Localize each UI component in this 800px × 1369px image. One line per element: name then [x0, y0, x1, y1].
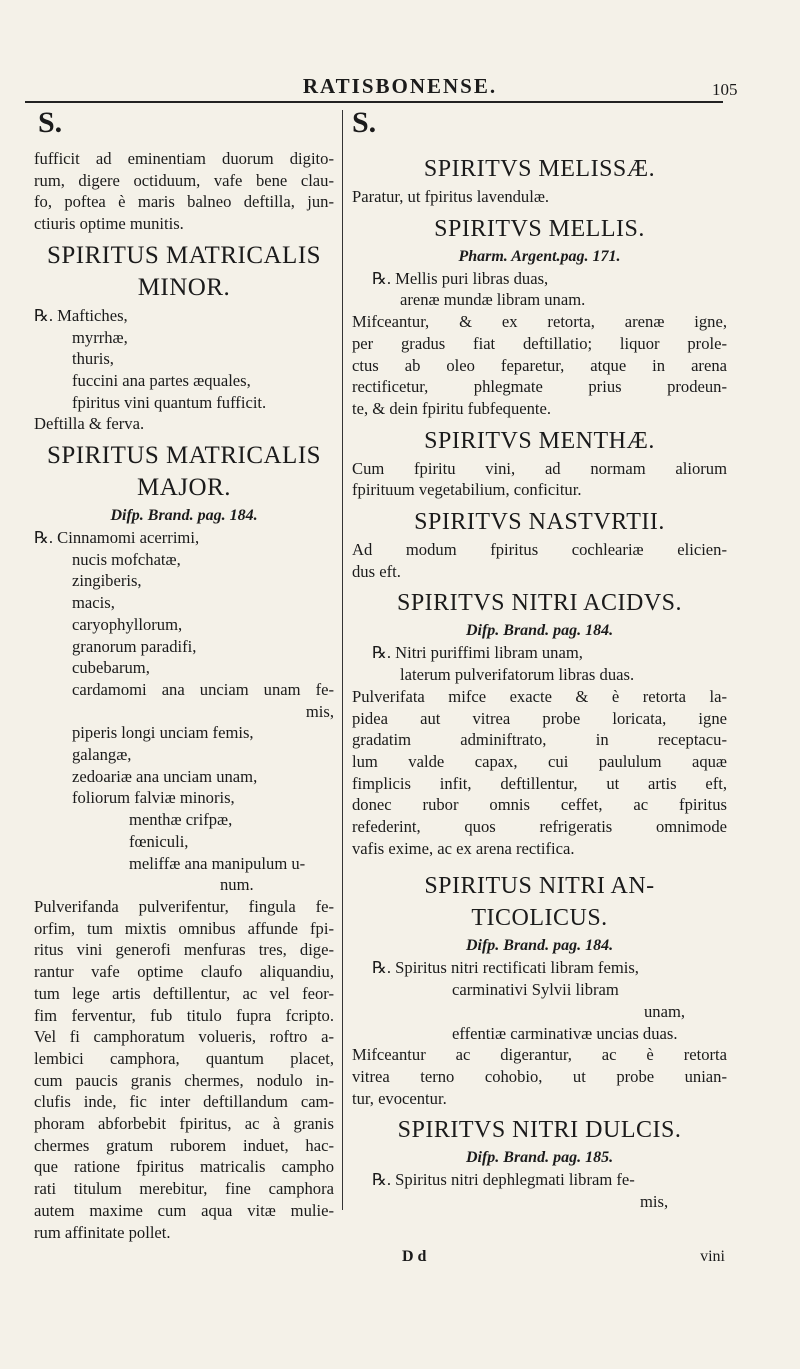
text-line: fim ferventur, fub titulo fupra fcripto. [34, 1005, 334, 1025]
text-line: autem maxime cum aqua vitæ mulie- [34, 1200, 334, 1220]
text-line: rum, digere octiduum, vafe bene clau- [34, 170, 334, 190]
text-line: orfim, tum mixtis omnibus affunde fpi- [34, 918, 334, 938]
paragraph [352, 458, 727, 501]
text-line: fimplicis infit, deftillentur, ut artis eft, [352, 773, 727, 793]
paragraph [352, 539, 727, 582]
paragraph [352, 1169, 727, 1212]
recipe-line: fœniculi, [129, 831, 189, 851]
recipe-line: cubebarum, [72, 658, 150, 678]
recipe-line: fpiritus vini quantum fufficit. [72, 392, 267, 412]
text-line: tur, evocentur. [352, 1088, 447, 1108]
recipe [34, 527, 334, 896]
text-line: vitrea terno cohobio, ut probe unian- [352, 1066, 727, 1086]
text-line: laterum pulverifatorum libras duas. [400, 665, 635, 685]
right-column [352, 148, 727, 1213]
text-line: Mifceantur ac digerantur, ac è retorta [352, 1045, 727, 1065]
section-heading: SPIRITUS MATRICALIS [46, 442, 322, 470]
text-line: ctus ab oleo feparetur, atque in arena [352, 355, 727, 375]
text-line: fpirituum vegetabilium, conficitur. [352, 480, 582, 500]
text-line: rantur vafe optime claufo aliquandiu, [34, 962, 334, 982]
paragraph [352, 268, 727, 420]
recipe-line: cardamomi ana unciam unam fe- [72, 679, 334, 699]
recipe-line: meliffæ ana manipulum u- [129, 853, 306, 873]
text-line: dus eft. [352, 561, 401, 581]
reference: Difp. Brand. pag. 184. [465, 622, 614, 640]
recipe-line: ℞. Maftiches, [34, 305, 128, 325]
text-line: Vel fi camphoratum volueris, roftro a- [34, 1027, 334, 1047]
section-heading: SPIRITUS NITRI AN- [424, 873, 655, 900]
text-line: fufficit ad eminentiam duorum digito- [34, 149, 334, 168]
recipe-line: foliorum falviæ minoris, [72, 788, 235, 808]
section-heading: SPIRITVS NITRI DULCIS. [397, 1117, 682, 1144]
text-line: chermes gratum ruborem induet, hac- [34, 1135, 334, 1155]
text-line: ℞. Mellis puri libras duas, [372, 268, 549, 288]
text-line: tum lege artis deftillentur, ac vel feor- [34, 983, 334, 1003]
text-line: te, & dein fpiritu fubfequente. [352, 398, 552, 418]
column-divider [342, 110, 343, 1210]
section-heading: SPIRITVS MENTHÆ. [424, 427, 655, 454]
recipe-line: thuris, [72, 349, 114, 369]
text-line: refederint, quos refrigeratis omnimode [352, 817, 727, 837]
recipe-line: granorum paradifi, [72, 636, 197, 656]
text-line: Mifceantur, & ex retorta, arenæ igne, [352, 312, 727, 332]
text-line: Ad modum fpiritus cochleariæ elicien- [352, 540, 727, 560]
recipe-line: galangæ, [72, 745, 132, 765]
text-line: unam, [644, 1001, 686, 1021]
section-heading: MAJOR. [137, 474, 231, 502]
recipe-line: mis, [305, 701, 334, 721]
catchword: vini [700, 1248, 725, 1265]
running-head [0, 74, 800, 102]
text-line: ctiuris optime munitis. [34, 214, 184, 234]
text-line: rectificetur, phlegmate prius prodeun- [352, 377, 727, 397]
text-line: mis, [640, 1192, 669, 1212]
text-line: per gradus fiat deftillatio; liquor prole- [352, 333, 727, 353]
text-line: carminativi Sylvii libram [452, 980, 619, 1000]
text-line: lum valde capax, cui paululum aquæ [352, 751, 727, 771]
text-line: effentiæ carminativæ uncias duas. [452, 1023, 678, 1043]
section-heading: TICOLICUS. [471, 905, 608, 932]
section-heading: SPIRITVS MELLIS. [434, 215, 645, 242]
section-heading: SPIRITUS MATRICALIS [46, 241, 322, 269]
paragraph [34, 148, 334, 235]
text-line: fo, poftea è maris balneo deftilla, jun- [34, 192, 334, 212]
reference: Difp. Brand. pag. 184. [465, 937, 614, 955]
section-heading: MINOR. [137, 273, 231, 301]
reference: Difp. Brand. pag. 184. [110, 507, 258, 525]
reference: Difp. Brand. pag. 185. [465, 1149, 614, 1167]
text-line: que ratione fpiritus matricalis campho [34, 1157, 334, 1177]
text-line: ℞. Spiritus nitri rectificati libram femis, [372, 958, 639, 978]
left-column-letter: S. [38, 106, 63, 139]
text-line: pidea aut vitrea probe loricata, igne [352, 708, 727, 728]
recipe-line: myrrhæ, [72, 327, 128, 347]
paragraph [352, 957, 727, 1109]
text-line: ritus vini generofi menfuras tres, dige- [34, 940, 334, 960]
text-line: Cum fpiritu vini, ad normam aliorum [352, 458, 727, 478]
paragraph [352, 642, 727, 859]
right-column-letter: S. [352, 106, 377, 139]
header-rule [25, 101, 723, 103]
page-footer [352, 1248, 727, 1272]
recipe-line: Deftilla & ferva. [34, 414, 145, 434]
text-line: ℞. Nitri puriffimi libram unam, [372, 643, 583, 663]
running-title: RATISBONENSE. [302, 74, 498, 98]
recipe-line: macis, [72, 593, 115, 613]
recipe-line: zedoariæ ana unciam unam, [72, 766, 258, 786]
section-heading: SPIRITVS NITRI ACIDVS. [396, 590, 683, 617]
signature-mark: D d [402, 1248, 427, 1265]
paragraph [34, 896, 334, 1243]
text-line: gradatim adminiftrato, in receptacu- [352, 730, 727, 750]
recipe-line: nucis mofchatæ, [72, 549, 181, 569]
text-line: cum paucis granis chermes, nodulo in- [34, 1070, 334, 1090]
recipe-line: fuccini ana partes æquales, [72, 370, 251, 390]
text-line: lembici camphora, quantum placet, [34, 1048, 334, 1068]
reference: Pharm. Argent.pag. 171. [458, 247, 621, 265]
text-line: vafis exime, ac ex arena rectifica. [352, 838, 575, 858]
recipe-line: piperis longi unciam femis, [72, 723, 254, 743]
left-column [34, 148, 334, 1243]
text-line: Paratur, ut fpiritus lavendulæ. [352, 187, 550, 206]
recipe-line: ℞. Cinnamomi acerrimi, [34, 528, 200, 548]
text-line: arenæ mundæ libram unam. [400, 290, 586, 310]
section-heading: SPIRITVS NASTVRTII. [414, 509, 665, 536]
text-line: phoram abforbebit fpiritus, ac à granis [34, 1114, 334, 1134]
text-line: Pulverifata mifce exacte & è retorta la- [352, 686, 727, 706]
recipe-line: menthæ crifpæ, [129, 810, 233, 830]
section-heading: SPIRITVS MELISSÆ. [423, 156, 656, 182]
text-line: Pulverifanda pulverifentur, fingula fe- [34, 896, 334, 916]
text-line: clufis inde, fic inter deftillandum cam- [34, 1092, 334, 1112]
text-line: donec rubor omnis ceffet, ac fpiritus [352, 795, 727, 815]
page-number: 105 [712, 80, 738, 99]
recipe-line: num. [220, 875, 254, 895]
text-line: ℞. Spiritus nitri dephlegmati libram fe- [372, 1170, 635, 1190]
recipe-line: caryophyllorum, [72, 614, 183, 634]
text-line: rum affinitate pollet. [34, 1222, 171, 1242]
recipe [34, 305, 334, 435]
text-line: rati titulum merebitur, fine camphora [34, 1179, 334, 1199]
recipe-line: zingiberis, [72, 571, 142, 591]
